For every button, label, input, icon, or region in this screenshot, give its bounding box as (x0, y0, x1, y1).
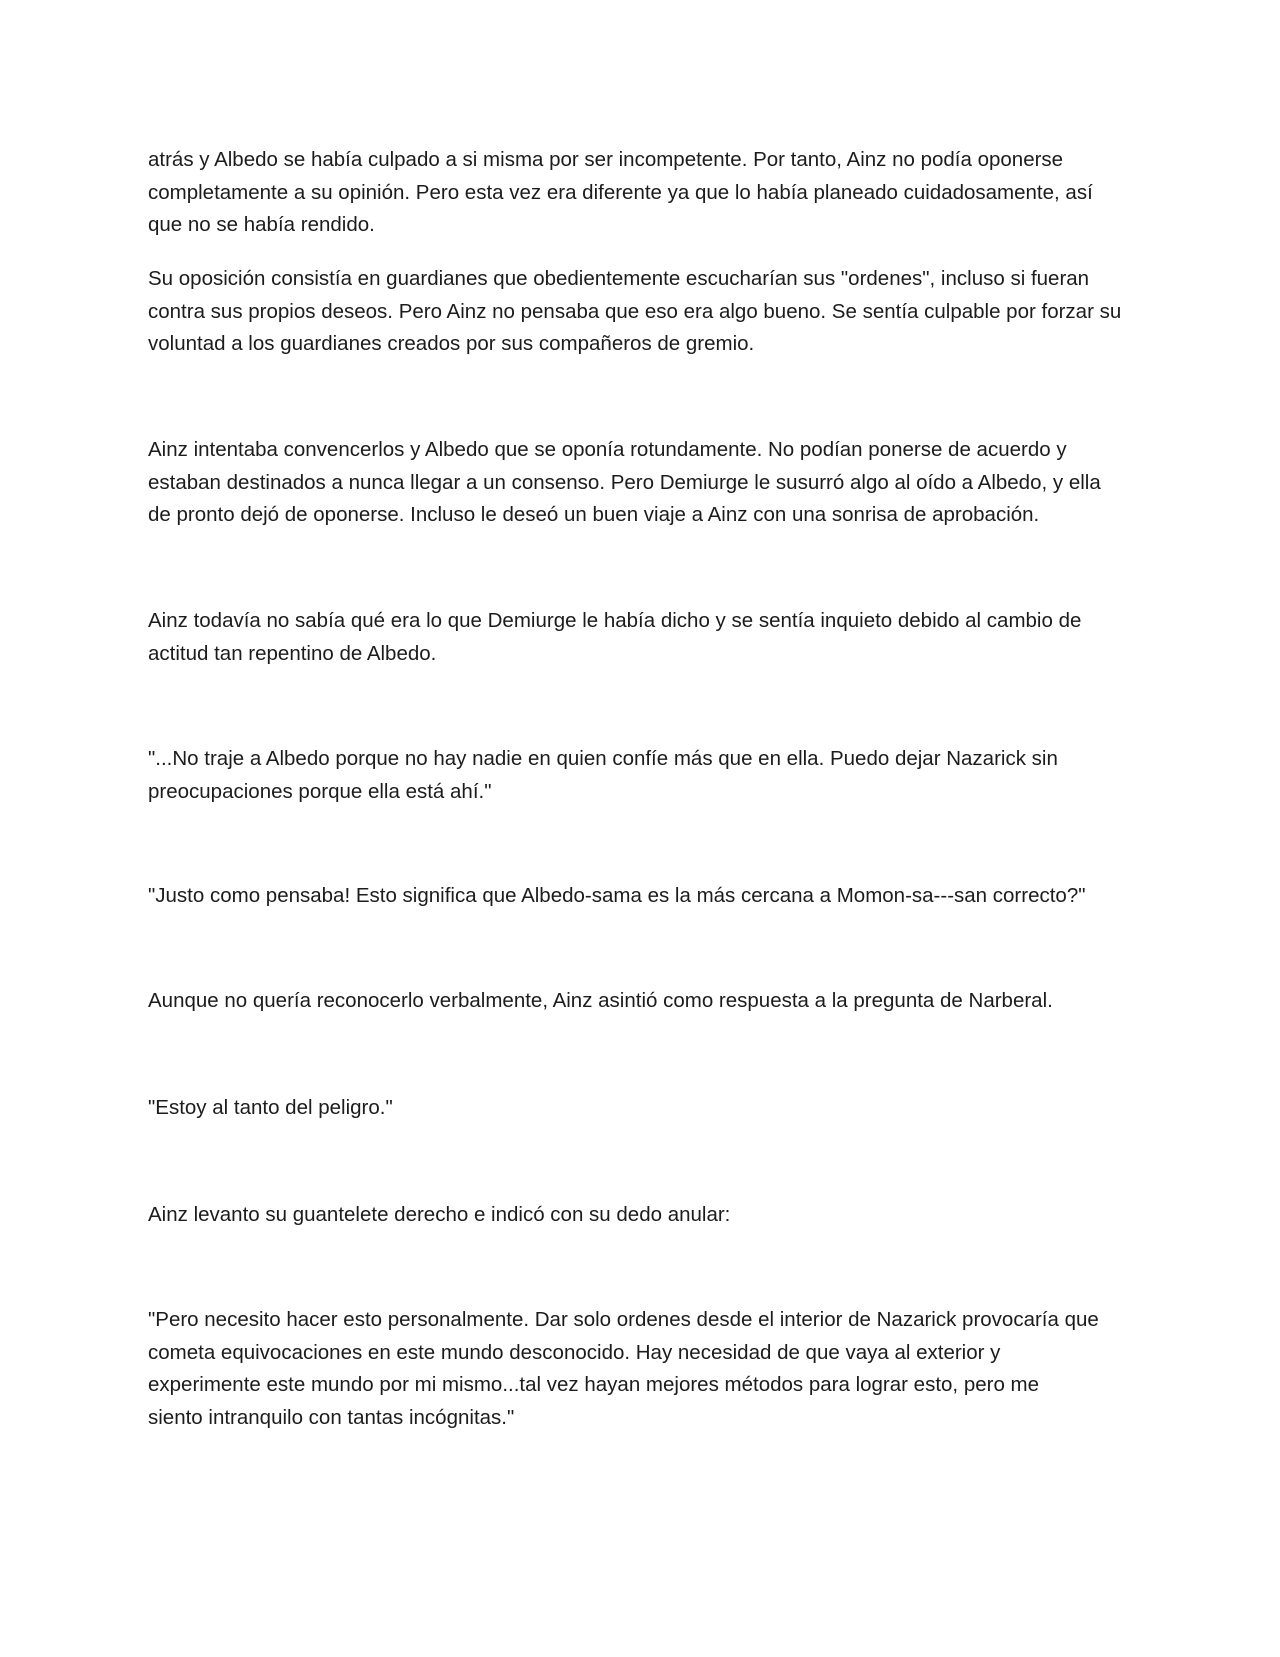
paragraph-6: "Justo como pensaba! Esto significa que Albedo-sama es la más cercana a Momon-sa---san correcto?" (148, 884, 1086, 907)
paragraph-4: Ainz todavía no sabía qué era lo que Demiurge le había dicho y se sentía inquieto debido al cambio de actitud tan repentino de Albedo. (148, 609, 1082, 665)
paragraph-10: "Pero necesito hacer esto personalmente. Dar solo ordenes desde el interior de Nazarick provocaría que cometa equivocaciones en este mundo desconocido. Hay necesidad de que vaya al exterior y experimente este mundo por mi mismo...tal vez hayan mejores métodos para lograr esto, pero me siento intranquilo con tantas incógnitas." (148, 1308, 1099, 1429)
paragraph-5: "...No traje a Albedo porque no hay nadie en quien confíe más que en ella. Puedo dejar Nazarick sin preocupaciones porque ella está ahí." (148, 747, 1058, 803)
paragraph-7: Aunque no quería reconocerlo verbalmente, Ainz asintió como respuesta a la pregunta de Narberal. (148, 989, 1053, 1012)
paragraph-3: Ainz intentaba convencerlos y Albedo que se oponía rotundamente. No podían ponerse de acuerdo y estaban destinados a nunca llegar a un consenso. Pero Demiurge le susurró algo al oído a Albedo, y ella de pronto dejó de oponerse. Incluso le deseó un buen viaje a Ainz con una sonrisa de aprobación. (148, 438, 1101, 526)
paragraph-8: "Estoy al tanto del peligro." (148, 1096, 393, 1119)
paragraph-1: atrás y Albedo se había culpado a si misma por ser incompetente. Por tanto, Ainz no podía oponerse completamente a su opinión. Pero esta vez era diferente ya que lo había planeado cuidadosamente, así que no se había rendido. (148, 148, 1093, 236)
paragraph-9: Ainz levanto su guantelete derecho e indicó con su dedo anular: (148, 1203, 731, 1226)
paragraph-2: Su oposición consistía en guardianes que obedientemente escucharían sus "ordenes", incluso si fueran contra sus propios deseos. Pero Ainz no pensaba que eso era algo bueno. Se sentía culpable por forzar su voluntad a los guardianes creados por sus compañeros de gremio. (148, 267, 1122, 355)
